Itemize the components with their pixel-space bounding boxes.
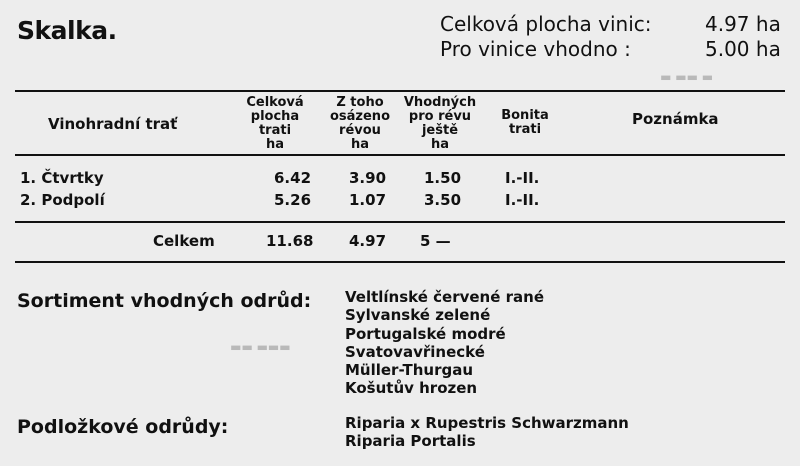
rootstocks-list (345, 414, 629, 451)
bleed-through-text: ▬ ▬▬ ▬ (660, 70, 713, 84)
header-total-area (240, 96, 310, 152)
totals-label: Celkem (153, 232, 215, 250)
header-line: révou (339, 123, 381, 138)
row-name: 2. Podpolí (20, 191, 105, 209)
header-line: Z toho (336, 95, 384, 110)
area-summary (440, 12, 790, 62)
bleed-through-text: ▬▬▬ ▬▬ (230, 340, 291, 354)
table-bottom-rule (15, 261, 785, 263)
page-title: Skalka. (17, 16, 117, 45)
summary-label: Celková plocha vinic: (440, 12, 652, 36)
row-planted: 1.07 (349, 191, 387, 209)
variety-item: Košutův hrozen (345, 379, 478, 398)
variety-item: Svatovavřinecké (345, 342, 485, 361)
variety-item: Müller-Thurgau (345, 361, 474, 380)
row-total: 6.42 (274, 169, 312, 187)
summary-value: 5.00 ha (705, 37, 781, 61)
header-line: pro révu (408, 109, 472, 124)
row-suitable: 3.50 (424, 191, 462, 209)
row-name: 1. Čtvrtky (20, 169, 104, 187)
summary-value: 4.97 ha (705, 12, 781, 36)
header-note: Poznámka (632, 110, 719, 128)
row-bonita: I.-II. (505, 169, 540, 187)
header-line: Celková (246, 95, 304, 110)
header-tract: Vinohradní trať (48, 115, 178, 133)
header-line: osázeno (329, 109, 390, 124)
header-line: trati (258, 123, 292, 138)
header-line: ještě (421, 123, 459, 138)
header-line: Bonita (501, 108, 549, 123)
rootstock-item: Riparia Portalis (345, 432, 476, 451)
totals-suitable: 5 — (420, 232, 451, 250)
varieties-label: Sortiment vhodných odrůd: (17, 290, 312, 312)
header-line: Vhodných (403, 95, 477, 110)
row-suitable: 1.50 (424, 169, 462, 187)
row-total: 5.26 (274, 191, 312, 209)
header-line: ha (265, 137, 285, 152)
header-suitable (398, 96, 482, 152)
variety-item: Portugalské modré (345, 324, 506, 343)
row-bonita: I.-II. (505, 191, 540, 209)
header-bottom-rule (15, 154, 785, 156)
varieties-list (345, 288, 544, 398)
row-planted: 3.90 (349, 169, 387, 187)
summary-row-total-area (440, 12, 790, 37)
totals-planted: 4.97 (349, 232, 387, 250)
header-line: ha (430, 137, 450, 152)
summary-label: Pro vinice vhodno : (440, 37, 631, 61)
totals-top-rule (15, 221, 785, 223)
header-planted (322, 96, 398, 152)
summary-row-suitable-area (440, 37, 790, 62)
header-line: ha (350, 137, 370, 152)
header-bonita (490, 109, 560, 137)
header-line: trati (508, 122, 542, 137)
variety-item: Veltlínské červené rané (345, 288, 544, 306)
table-top-rule (15, 90, 785, 92)
rootstocks-label: Podložkové odrůdy: (17, 416, 229, 438)
variety-item: Sylvanské zelené (345, 306, 491, 325)
header-line: plocha (250, 109, 300, 124)
rootstock-item: Riparia x Rupestris Schwarzmann (345, 414, 629, 432)
totals-total: 11.68 (266, 232, 314, 250)
